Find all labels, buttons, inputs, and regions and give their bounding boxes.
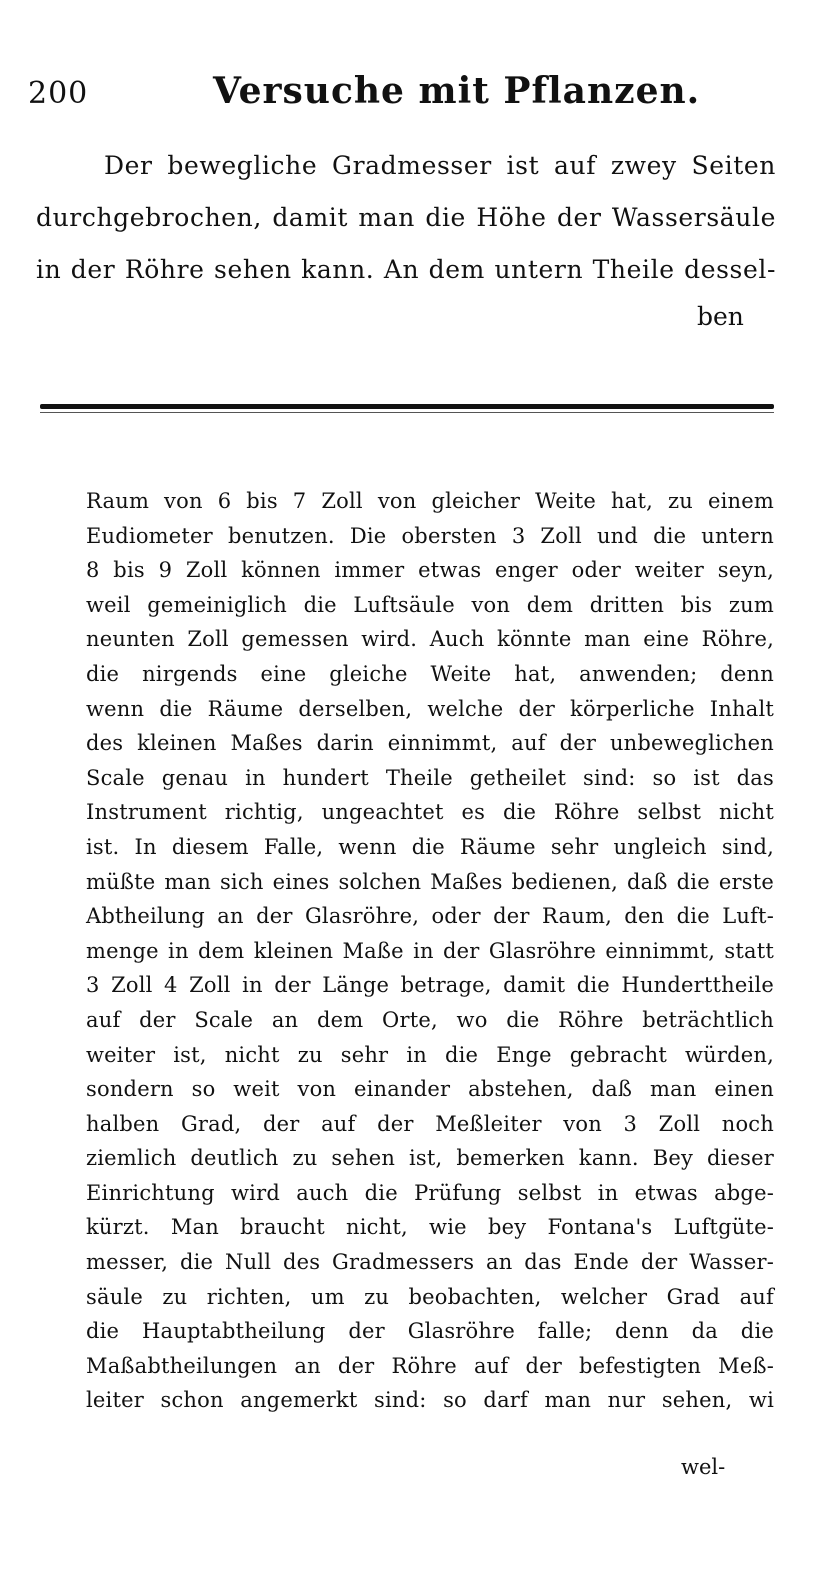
running-title: Versuche mit Pflanzen. <box>213 70 701 112</box>
footnote-line: kürzt. Man braucht nicht, wie bey Fontana's Luftgüte- <box>86 1215 774 1240</box>
footnote-line: Maßabtheilungen an der Röhre auf der befestigten Meß- <box>86 1353 774 1378</box>
catchword: wel- <box>681 1455 726 1479</box>
footnote-line: Eudiometer benutzen. Die obersten 3 Zoll und die untern <box>86 523 774 548</box>
footnote-line: sondern so weit von einander abstehen, daß man einen <box>86 1077 774 1102</box>
footnote-line: Scale genau in hundert Theile getheilet sind: so ist das <box>86 765 774 790</box>
footnote-line: weil gemeiniglich die Luftsäule von dem dritten bis zum <box>86 592 774 617</box>
page-number: 200 <box>28 76 89 111</box>
footnote-line: neunten Zoll gemessen wird. Auch könnte man eine Röhre, <box>86 627 774 652</box>
footnote-line: halben Grad, der auf der Meßleiter von 3 Zoll noch <box>86 1111 774 1136</box>
footnote-line: weiter ist, nicht zu sehr in die Enge gebracht würden, <box>86 1042 774 1067</box>
footnote-line: leiter schon angemerkt sind: so darf man nur sehen, wi <box>86 1388 774 1413</box>
footnote-line: ist. In diesem Falle, wenn die Räume sehr ungleich sind, <box>86 834 774 859</box>
footnote-line: Raum von 6 bis 7 Zoll von gleicher Weite hat, zu einem <box>86 489 774 513</box>
text-line: Der bewegliche Gradmesser ist auf zwey Seiten <box>104 151 776 180</box>
footnote-line: die nirgends eine gleiche Weite hat, anwenden; denn <box>86 661 774 686</box>
footnote-line: des kleinen Maßes darin einnimmt, auf der unbeweglichen <box>86 731 774 756</box>
footnote-line: Einrichtung wird auch die Prüfung selbst in etwas abge- <box>86 1180 774 1205</box>
footnote-line: ziemlich deutlich zu sehen ist, bemerken kann. Bey dieser <box>86 1146 774 1171</box>
footnote-line: müßte man sich eines solchen Maßes bedienen, daß die erste <box>86 869 774 894</box>
catchword: ben <box>697 302 744 331</box>
footnote-line: Abtheilung an der Glasröhre, oder der Raum, den die Luft- <box>86 904 774 929</box>
footnote-line: 3 Zoll 4 Zoll in der Länge betrage, damit die Hunderttheile <box>86 973 774 998</box>
footnote-line: auf der Scale an dem Orte, wo die Röhre beträchtlich <box>86 1007 774 1032</box>
page-header <box>28 70 788 120</box>
footnote-line: Instrument richtig, ungeachtet es die Röhre selbst nicht <box>86 800 774 825</box>
footnote-line: die Hauptabtheilung der Glasröhre falle; denn da die <box>86 1319 774 1344</box>
footnote-line: säule zu richten, um zu beobachten, welcher Grad auf <box>86 1284 774 1309</box>
footnote-line: wenn die Räume derselben, welche der körperliche Inhalt <box>86 696 774 721</box>
separator-rule <box>40 404 774 409</box>
footnote-text-block <box>86 484 774 1418</box>
text-line: durchgebrochen, damit man die Höhe der Wassersäule <box>36 203 776 232</box>
footnote-line: 8 bis 9 Zoll können immer etwas enger oder weiter seyn, <box>86 558 774 583</box>
footnote-line: menge in dem kleinen Maße in der Glasröhre einnimmt, statt <box>86 938 774 963</box>
footnote-line: messer, die Null des Gradmessers an das Ende der Wasser- <box>86 1250 774 1275</box>
main-text-block <box>36 140 776 296</box>
text-line: in der Röhre sehen kann. An dem untern Theile dessel- <box>36 255 776 284</box>
separator-rule-thin <box>40 412 774 413</box>
